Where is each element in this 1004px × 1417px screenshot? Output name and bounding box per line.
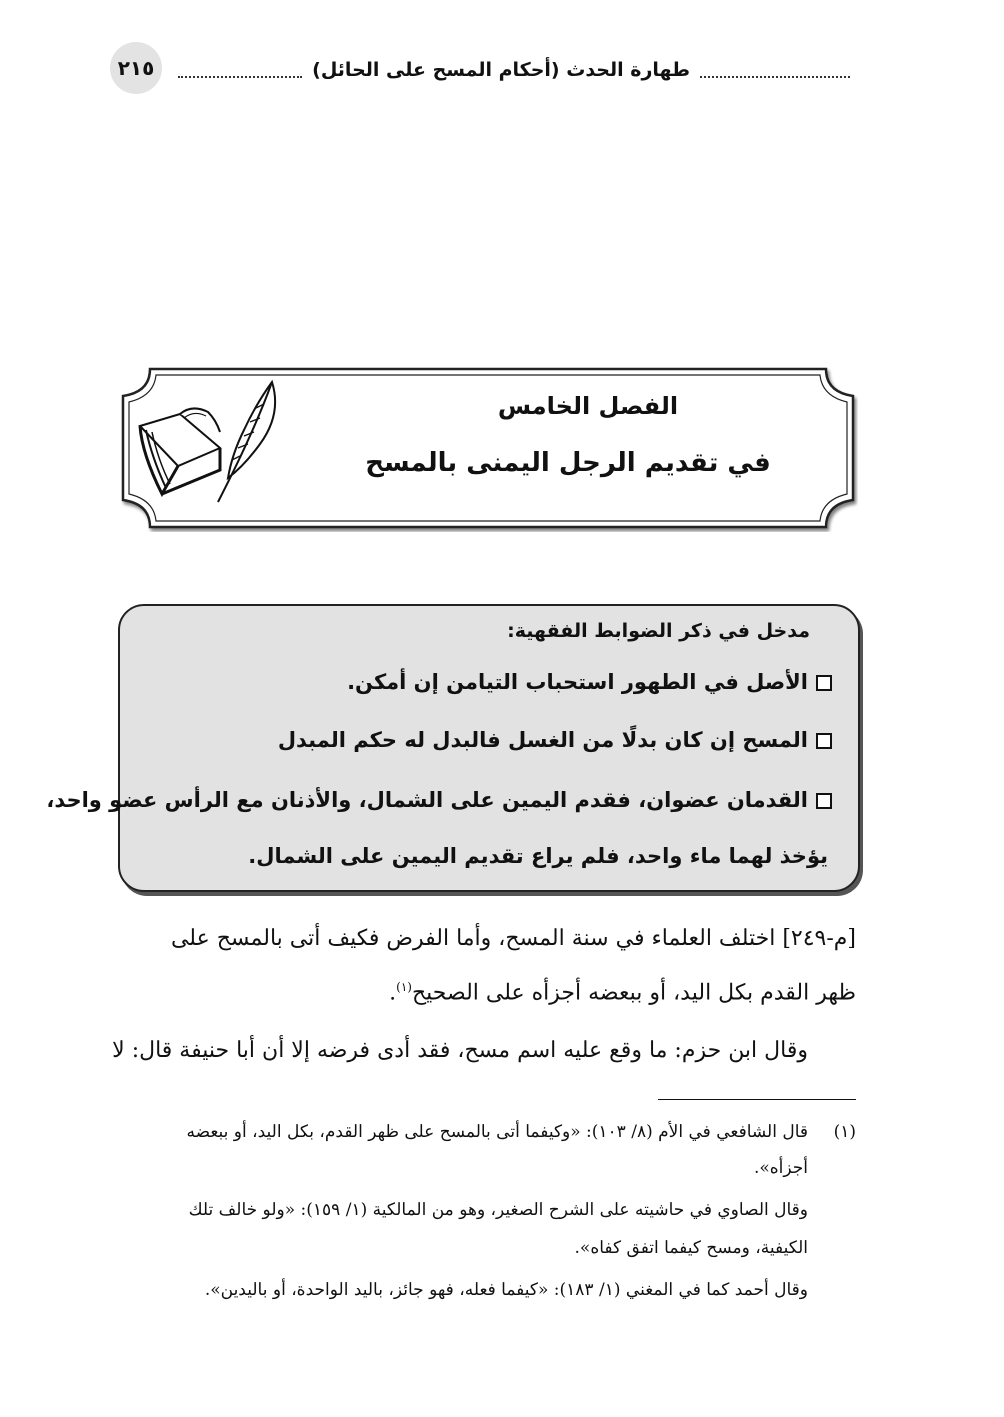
page-header <box>110 42 850 98</box>
body-paragraph-line: [م-٢٤٩] اختلف العلماء في سنة المسح، وأما الفرض فكيف أتى بالمسح على <box>170 926 856 951</box>
chapter-subtitle: في تقديم الرجل اليمنى بالمسح <box>365 448 771 478</box>
body-paragraph-line: ظهر القدم بكل اليد، أو ببعضه أجزأه على الصحيح$^{(١)}$. <box>389 980 856 1006</box>
footnote-separator <box>658 1099 856 1100</box>
page-number-badge <box>110 42 162 94</box>
jurisprudential-rules-box <box>46 604 860 892</box>
rule-item-continuation: يؤخذ لهما ماء واحد، فلم يراع تقديم اليمين على الشمال. <box>248 844 828 868</box>
chapter-title: الفصل الخامس <box>497 392 679 420</box>
book-quill-icon <box>132 374 282 508</box>
footnote-line: قال الشافعي في الأم (٨/ ١٠٣): «وكيفما أتى بالمسح على ظهر القدم، بكل اليد، أو ببعضه <box>186 1122 808 1142</box>
running-title: طهارة الحدث (أحكام المسح على الحائل) <box>312 59 690 81</box>
checkbox-icon <box>816 793 832 809</box>
footnote-line: وقال أحمد كما في المغني (١/ ١٨٣): «كيفما فعله، فهو جائز، باليد الواحدة، أو باليدين». <box>204 1280 808 1300</box>
footnote-reference[interactable]: (١) <box>396 980 412 994</box>
rule-item: الأصل في الطهور استحباب التيامن إن أمكن. <box>130 670 832 694</box>
page-number: ٢١٥ <box>117 56 155 80</box>
rules-intro: مدخل في ذكر الضوابط الفقهية: <box>507 620 810 642</box>
rule-item: المسح إن كان بدلًا من الغسل فالبدل له حكم المبدل <box>130 728 832 752</box>
footnote-line: الكيفية، ومسح كيفما اتفق كفاه». <box>574 1238 808 1258</box>
footnote-line: وقال الصاوي في حاشيته على الشرح الصغير، وهو من المالكية (١/ ١٥٩): «ولو خالف تلك <box>188 1200 808 1220</box>
footnote-marker: (١) <box>833 1122 856 1142</box>
chapter-heading-box <box>118 366 858 532</box>
dot-leader-left <box>178 62 302 78</box>
body-paragraph-line: وقال ابن حزم: ما وقع عليه اسم مسح، فقد أدى فرضه إلا أن أبا حنيفة قال: لا <box>112 1038 808 1063</box>
running-head <box>178 56 850 84</box>
checkbox-icon <box>816 733 832 749</box>
rule-item: القدمان عضوان، فقدم اليمين على الشمال، والأذنان مع الرأس عضو واحد، <box>130 788 832 812</box>
footnote-line: أجزأه». <box>753 1158 808 1178</box>
dot-leader-right <box>700 62 850 78</box>
checkbox-icon <box>816 675 832 691</box>
